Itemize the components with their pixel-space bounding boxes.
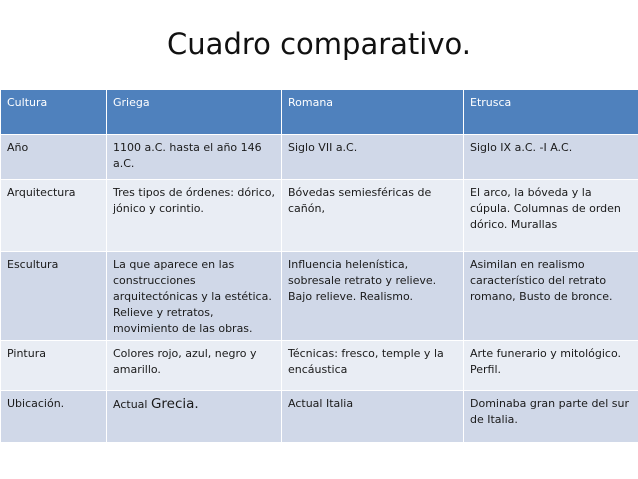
table-row	[1, 135, 638, 180]
page-title: Cuadro comparativo.	[167, 27, 471, 61]
table-row	[1, 180, 638, 252]
cell-cultura: Arquitectura	[1, 180, 107, 252]
cell-griega: La que aparece en las construcciones arquitectónicas y la estética. Relieve y retratos, movimiento de las obras.	[107, 252, 282, 341]
cell-cultura: Ubicación.	[1, 391, 107, 443]
table-row	[1, 391, 638, 443]
cell-etrusca: Arte funerario y mitológico. Perfil.	[464, 341, 638, 391]
header-row	[1, 90, 638, 135]
cell-cultura: Pintura	[1, 341, 107, 391]
cell-griega	[107, 391, 282, 443]
table-row	[1, 252, 638, 341]
cell-etrusca: Siglo IX a.C. -I A.C.	[464, 135, 638, 180]
cell-etrusca: El arco, la bóveda y la cúpula. Columnas de orden dórico. Murallas	[464, 180, 638, 252]
header-etrusca: Etrusca	[464, 90, 638, 135]
cell-cultura: Año	[1, 135, 107, 180]
header-cultura: Cultura	[1, 90, 107, 135]
cell-griega: Tres tipos de órdenes: dórico, jónico y corintio.	[107, 180, 282, 252]
cell-romana: Bóvedas semiesféricas de cañón,	[282, 180, 464, 252]
cell-romana: Siglo VII a.C.	[282, 135, 464, 180]
cell-etrusca: Asimilan en realismo característico del retrato romano, Busto de bronce.	[464, 252, 638, 341]
cell-romana: Técnicas: fresco, temple y la encáustica	[282, 341, 464, 391]
cell-etrusca: Dominaba gran parte del sur de Italia.	[464, 391, 638, 443]
cell-griega: 1100 a.C. hasta el año 146 a.C.	[107, 135, 282, 180]
cell-romana: Influencia helenística, sobresale retrato y relieve. Bajo relieve. Realismo.	[282, 252, 464, 341]
header-romana: Romana	[282, 90, 464, 135]
cell-griega: Colores rojo, azul, negro y amarillo.	[107, 341, 282, 391]
cell-romana: Actual Italia	[282, 391, 464, 443]
table-row	[1, 341, 638, 391]
cell-griega-prefix: Actual	[113, 398, 148, 411]
header-griega: Griega	[107, 90, 282, 135]
cell-cultura: Escultura	[1, 252, 107, 341]
comparison-table	[0, 89, 638, 443]
cell-griega-main: Grecia.	[150, 396, 199, 412]
